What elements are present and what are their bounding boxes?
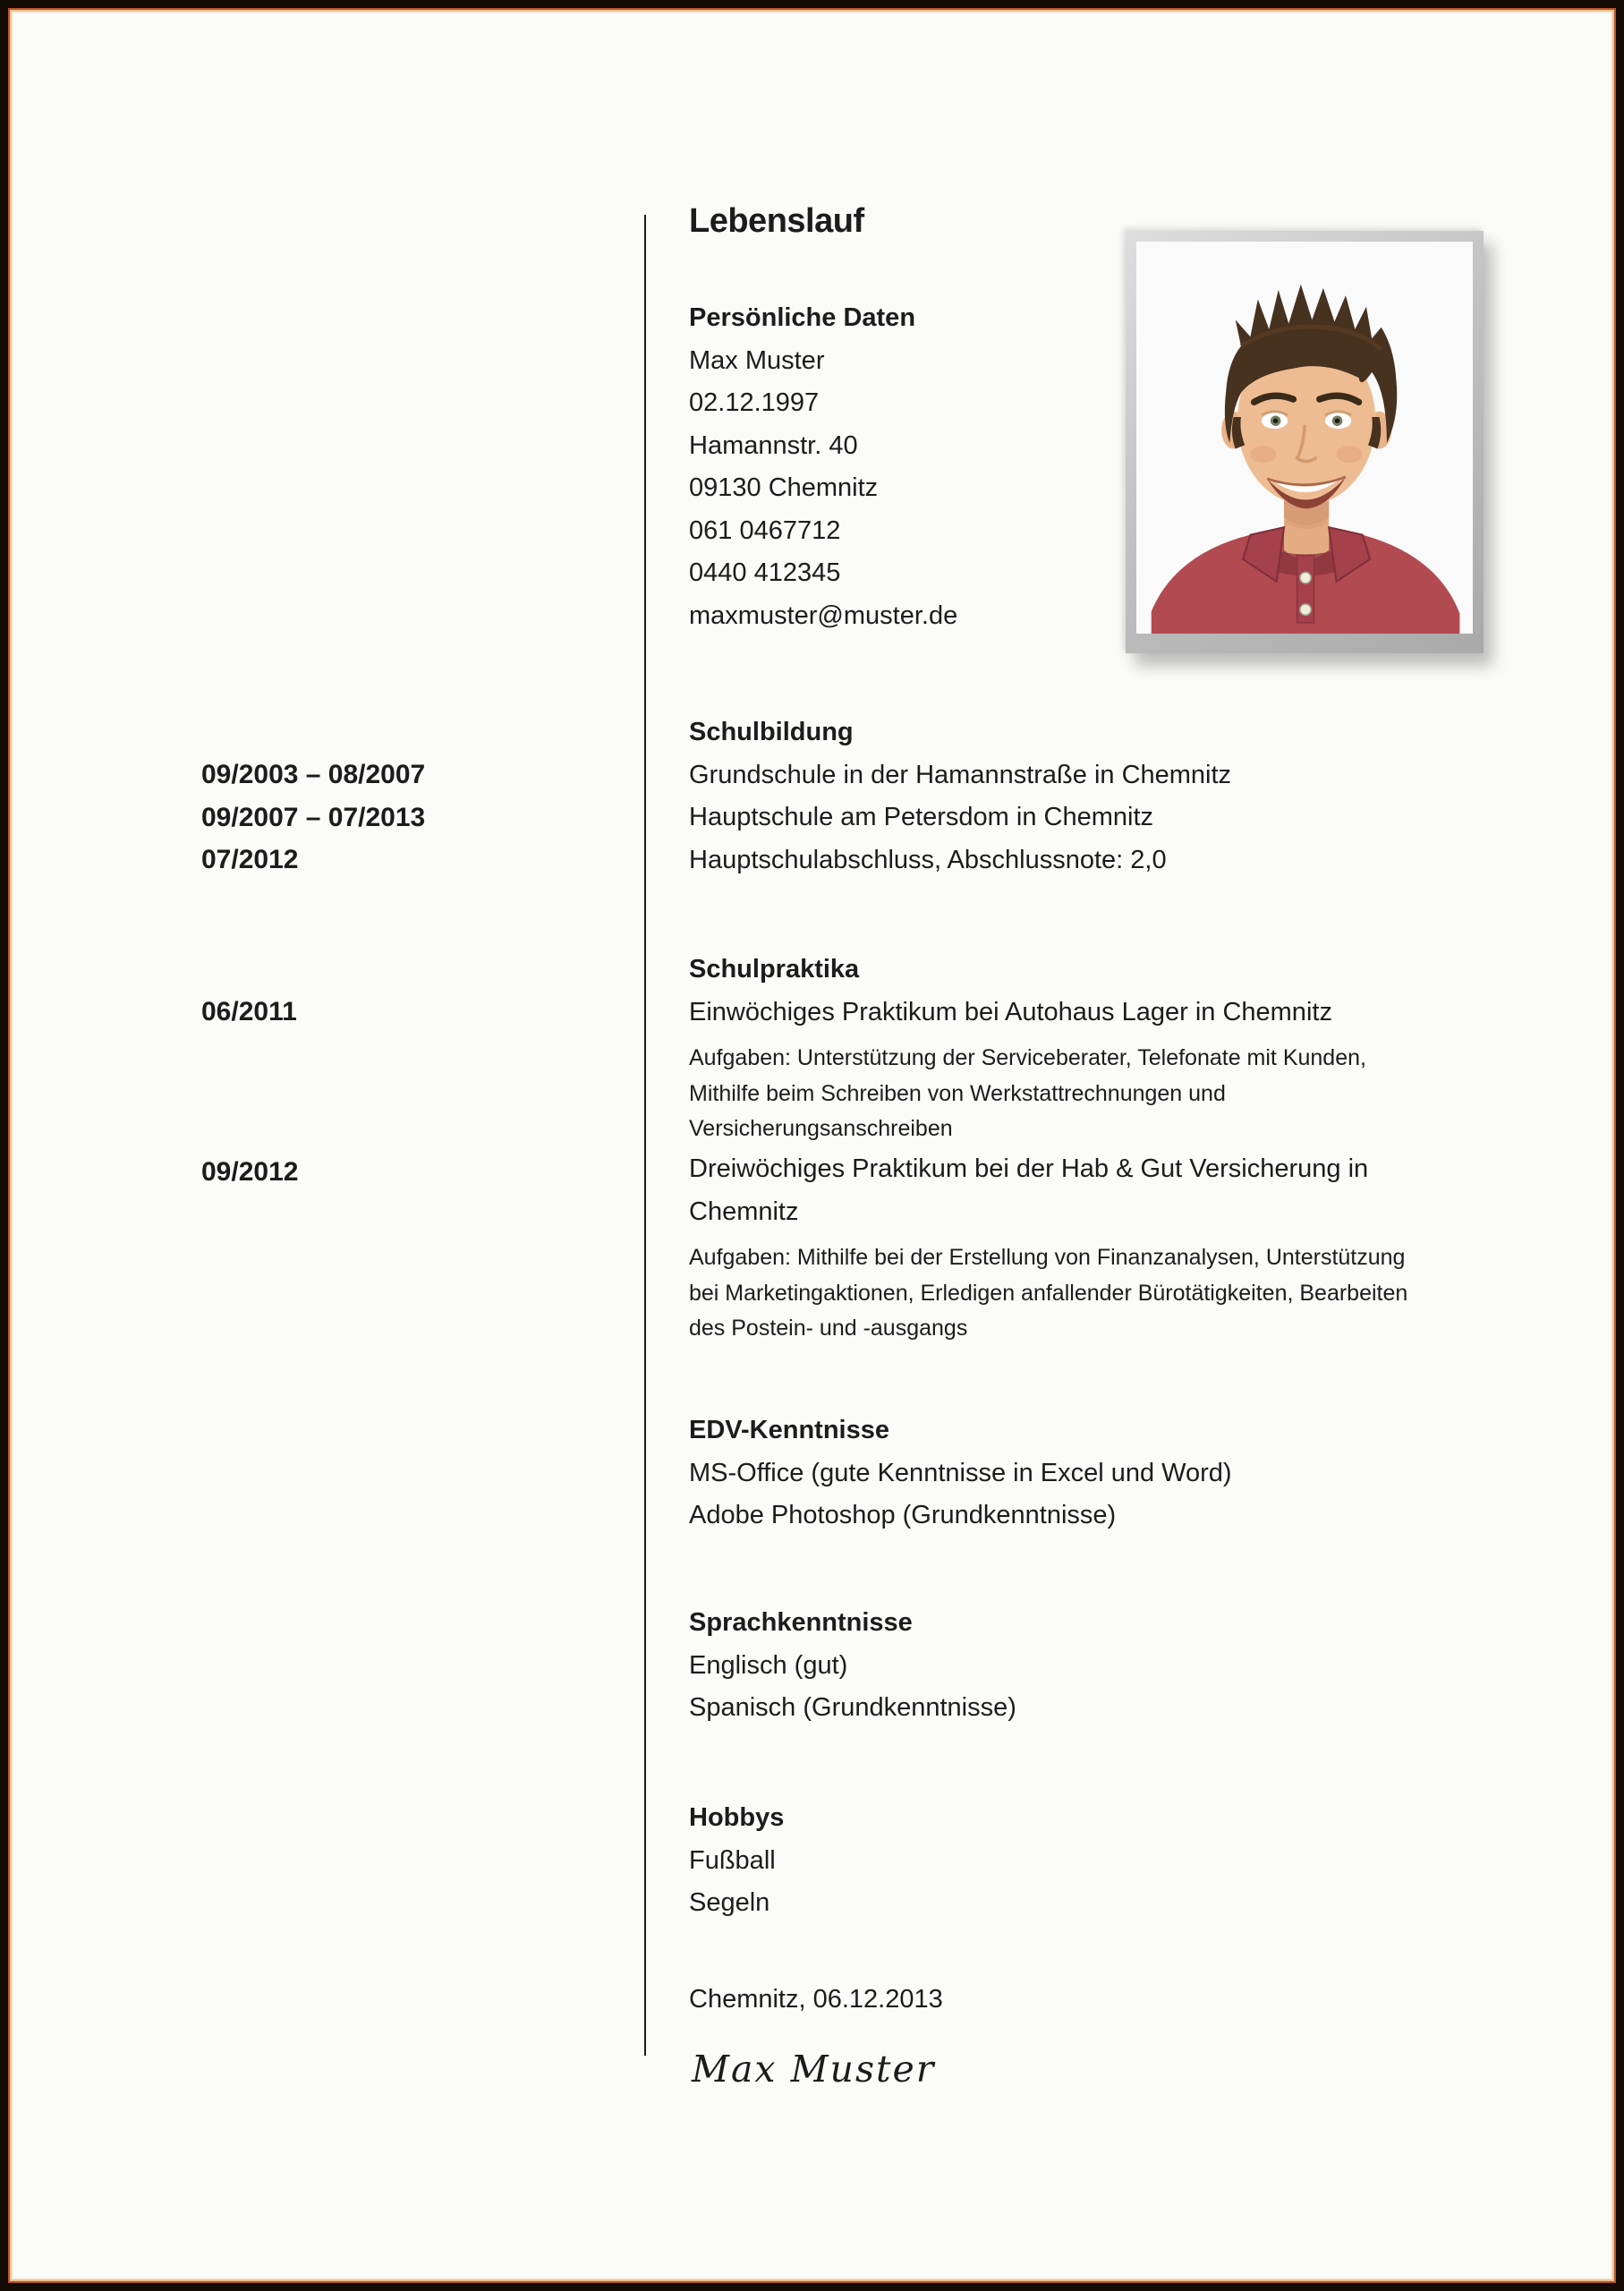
personal-phone: 061 0467712	[689, 515, 841, 545]
portrait-photo-illustration	[1136, 242, 1473, 634]
internship-entry-2	[689, 1148, 1407, 1347]
pupil-left	[1273, 418, 1278, 422]
personal-email: maxmuster@muster.de	[689, 600, 958, 630]
internships-heading: Schulpraktika	[689, 955, 860, 984]
education-dates	[201, 754, 425, 881]
internship-title: Einwöchiges Praktikum bei Autohaus Lager in Chemnitz	[689, 997, 1332, 1026]
hobby-item: Fußball	[689, 1845, 776, 1875]
internship-tasks	[689, 1041, 1366, 1147]
personal-city: 09130 Chemnitz	[689, 473, 879, 502]
internship-task-line: bei Marketingaktionen, Erledigen anfallender Bürotätigkeiten, Bearbeiten	[689, 1280, 1408, 1306]
education-row: Grundschule in der Hamannstraße in Chemnitz	[689, 760, 1232, 789]
internship-date: 06/2011	[201, 997, 297, 1026]
personal-name: Max Muster	[689, 345, 825, 375]
vertical-divider	[644, 215, 646, 2056]
education-heading: Schulbildung	[689, 718, 854, 746]
internship-tasks	[689, 1240, 1407, 1347]
edv-skill: MS-Office (gute Kenntnisse in Excel und Word)	[689, 1458, 1232, 1487]
internship-date: 09/2012	[201, 1157, 299, 1187]
education-date: 07/2012	[201, 845, 299, 874]
internship-date-2	[201, 1151, 298, 1194]
education-date: 09/2007 – 07/2013	[201, 802, 426, 832]
language-skill: Spanisch (Grundkenntnisse)	[689, 1693, 1016, 1722]
hobby-item: Segeln	[689, 1888, 770, 1917]
internship-task-line: Aufgaben: Mithilfe bei der Erstellung von Finanzanalysen, Unterstützung	[689, 1245, 1406, 1270]
education-date: 09/2003 – 08/2007	[201, 760, 426, 789]
hobbies-section	[689, 1797, 784, 1925]
signature: Max Muster	[692, 2048, 936, 2091]
education-row: Hauptschule am Petersdom in Chemnitz	[689, 803, 1154, 831]
internship-task-line: des Postein- und -ausgangs	[689, 1316, 968, 1341]
personal-data-heading: Persönliche Daten	[689, 303, 916, 332]
edv-heading: EDV-Kenntnisse	[689, 1416, 889, 1444]
pupil-right	[1335, 418, 1339, 422]
portrait-photo	[1136, 242, 1473, 634]
languages-heading: Sprachkenntnisse	[689, 1608, 913, 1637]
internship-date-1	[201, 991, 297, 1034]
internship-title: Chemnitz	[689, 1197, 799, 1226]
language-skill: Englisch (gut)	[689, 1650, 848, 1680]
personal-mobile: 0440 412345	[689, 558, 841, 587]
document-title: Lebenslauf	[689, 202, 864, 240]
cheek-right	[1337, 446, 1363, 463]
internship-task-line: Versicherungsanschreiben	[689, 1116, 953, 1141]
education-row: Hauptschulabschluss, Abschlussnote: 2,0	[689, 845, 1167, 874]
closing-place-date: Chemnitz, 06.12.2013	[689, 1985, 943, 2014]
education-section	[689, 711, 1231, 881]
personal-street: Hamannstr. 40	[689, 430, 858, 460]
hobbies-heading: Hobbys	[689, 1803, 785, 1832]
personal-birthdate: 02.12.1997	[689, 388, 820, 417]
personal-data-section	[689, 297, 957, 637]
internship-task-line: Aufgaben: Unterstützung der Serviceberater, Telefonate mit Kunden,	[689, 1045, 1366, 1070]
button-bottom	[1300, 604, 1312, 616]
portrait-photo-frame	[1126, 231, 1484, 653]
button-top	[1300, 572, 1312, 583]
languages-section	[689, 1602, 1016, 1730]
edv-section	[689, 1410, 1232, 1537]
internship-title: Dreiwöchiges Praktikum bei der Hab & Gut Versicherung in	[689, 1154, 1369, 1183]
internships-section	[689, 949, 1366, 1147]
internship-task-line: Mithilfe beim Schreiben von Werkstattrechnungen und	[689, 1080, 1226, 1106]
cheek-left	[1250, 446, 1276, 463]
edv-skill: Adobe Photoshop (Grundkenntnisse)	[689, 1501, 1117, 1529]
